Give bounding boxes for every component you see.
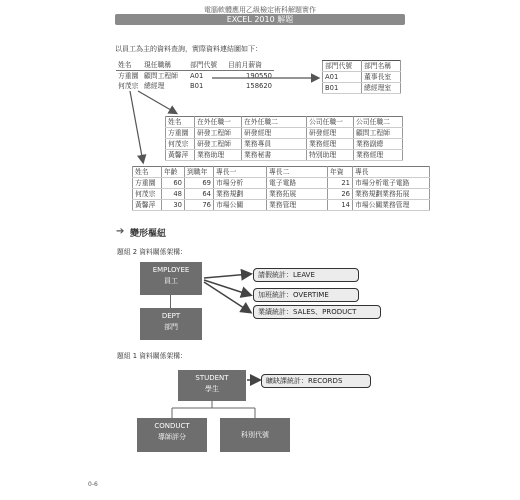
table-header-cell: 年齡 (162, 167, 185, 178)
table-cell: 業務規劃 (214, 189, 267, 200)
table-cell: 顧問工程師 (354, 128, 403, 139)
table-cell: 業務秘書 (242, 150, 307, 161)
table-cell: 黃馨萍 (133, 200, 162, 211)
table-header-cell: 姓名 (116, 60, 142, 71)
table-cell: 60 (162, 178, 185, 189)
table-cell: 電子電路 (267, 178, 328, 189)
diagram1-caption: 題組 2 資料關係架構： (117, 248, 187, 256)
table-cell: 76 (185, 200, 214, 211)
table-cell: 何茂宗 (166, 139, 195, 150)
table-cell: 研發工程師 (195, 128, 242, 139)
table-cell: 研發工程師 (195, 139, 242, 150)
table-header-cell: 姓名 (133, 167, 162, 178)
section-title: 變形樞紐 (130, 229, 167, 239)
table-cell: 市場公關 (214, 200, 267, 211)
table-header-cell: 公司任職一 (307, 117, 354, 128)
table-header-cell: 部門名稱 (362, 61, 401, 72)
table-header-cell: 公司任職二 (354, 117, 403, 128)
table-cell: 研發經理 (242, 128, 307, 139)
conduct-label-zh: 導師評分 (158, 433, 186, 441)
book-title: 電腦軟體應用乙級檢定術科解題實作 (204, 6, 316, 14)
table-cell: B01 (323, 83, 362, 94)
table-cell: 業務拓展 (267, 189, 328, 200)
table-cell: 業務管理 (267, 200, 328, 211)
table-cell: 董事長室 (362, 72, 401, 83)
table-cell: 業務規劃業務拓展 (353, 189, 430, 200)
table-cell: 方重圜 (133, 178, 162, 189)
table-cell: 業務經理 (307, 139, 354, 150)
table-cell: 業務助理 (195, 150, 242, 161)
table-cell: 市場分析電子電路 (353, 178, 430, 189)
table-cell: A01 (190, 72, 204, 80)
table-cell: 方重圜 (118, 72, 139, 80)
table-cell: 特別助理 (307, 150, 354, 161)
arrow-overtime (204, 280, 250, 295)
table-cell: 21 (328, 178, 353, 189)
table-cell: 市場公關業務管理 (353, 200, 430, 211)
student-label-en: STUDENT (195, 374, 229, 382)
table-header-cell: 在外任職一 (195, 117, 242, 128)
dept-label-en: DEPT (161, 312, 181, 320)
intro-text: 以員工為主的資料查詢，實際資料連結圖如下： (115, 45, 262, 53)
table-header-cell: 部門代號 (188, 60, 226, 71)
table-header-cell: 年資 (328, 167, 353, 178)
chapter-title: EXCEL 2010 解題 (226, 15, 294, 24)
table-header-cell: 到職年 (185, 167, 214, 178)
table-cell: 何茂宗 (133, 189, 162, 200)
table-cell: 14 (328, 200, 353, 211)
table-cell: 業務專員 (242, 139, 307, 150)
diagram1-arrows (200, 260, 260, 330)
dept-box (140, 308, 202, 340)
table-cell: 業務副總 (354, 139, 403, 150)
table-cell: 總經理 (144, 82, 165, 90)
table-header-cell: 目前月薪資 (226, 60, 274, 71)
overtime-box: 加班統計：OVERTIME (253, 288, 359, 302)
diagram2-caption: 題組 1 資料關係架構： (117, 352, 187, 360)
table-header-cell: 姓名 (166, 117, 195, 128)
employee-dept-connector (170, 295, 171, 308)
table-header-cell: 專長 (353, 167, 430, 178)
table-cell: 26 (328, 189, 353, 200)
employee-box (140, 262, 202, 295)
arrow-leave (204, 274, 250, 278)
table-cell: 64 (185, 189, 214, 200)
table-cell: 業務經理 (354, 150, 403, 161)
link-arrow-skills (130, 91, 143, 162)
department-code-box (220, 418, 290, 452)
table-link-arrows (0, 0, 520, 230)
student-tree-connector (150, 400, 300, 418)
arrow-sales (204, 282, 250, 312)
conduct-box (137, 418, 207, 452)
table-cell: 方重圜 (166, 128, 195, 139)
employee-label-zh: 員工 (164, 277, 178, 285)
table-cell: 48 (162, 189, 185, 200)
dept-label-zh: 部門 (164, 323, 178, 331)
table-cell: 總經理室 (362, 83, 401, 94)
table-header-cell: 專長一 (214, 167, 267, 178)
table-cell: 190550 (246, 72, 272, 80)
student-label-zh: 學生 (205, 385, 219, 393)
records-box: 曠缺課統計：RECORDS (261, 374, 371, 388)
table-cell: 158620 (246, 82, 272, 90)
table-header-cell: 在外任職二 (242, 117, 307, 128)
section-arrow-icon: ➔ (116, 226, 125, 237)
leave-box: 請假統計：LEAVE (253, 268, 359, 282)
sales-box: 業績統計：SALES、PRODUCT (253, 305, 381, 319)
page-number: 0-6 (88, 481, 98, 488)
table-cell: 69 (185, 178, 214, 189)
table-cell: 顧問工程師 (144, 72, 178, 80)
table-cell: A01 (323, 72, 362, 83)
table-cell: B01 (190, 82, 204, 90)
link-arrow-positions (138, 91, 176, 113)
conduct-label-en: CONDUCT (154, 422, 190, 430)
table-cell: 市場分析 (214, 178, 267, 189)
table-cell: 30 (162, 200, 185, 211)
student-box (178, 370, 246, 401)
table-header-cell: 專長二 (267, 167, 328, 178)
table-header-cell: 現任職稱 (142, 60, 188, 71)
employee-label-en: EMPLOYEE (152, 266, 190, 274)
department-code-label: 科別代號 (241, 431, 269, 439)
table-cell: 何茂宗 (118, 82, 139, 90)
table-cell: 研發經理 (307, 128, 354, 139)
table-cell: 黃馨萍 (166, 150, 195, 161)
table-header-cell: 部門代號 (323, 61, 362, 72)
